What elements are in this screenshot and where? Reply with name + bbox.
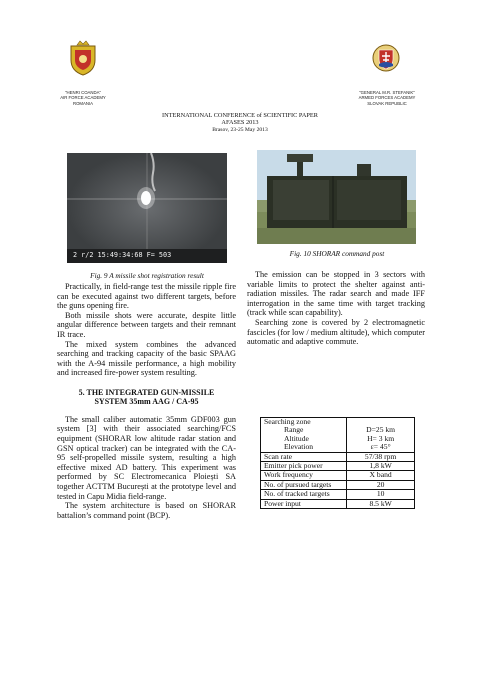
table-cell-label xyxy=(261,418,347,453)
body-paragraph: The mixed system combines the advanced searching and tracking capacity of the basic SPAAG with the A-94 missile performance, a high mobility and increased fire-power system resulting. xyxy=(57,339,236,378)
table-cell-label: Emitter pick power xyxy=(261,462,347,471)
table-cell-label: Power input xyxy=(261,499,347,508)
slovak-academy-crest-icon xyxy=(371,40,401,76)
conference-date: Brasov, 23-25 May 2013 xyxy=(212,126,268,133)
zone-row-label: Altitude xyxy=(284,433,309,443)
table-cell-value: 10 xyxy=(347,490,415,499)
right-academy-line: SLOVAK REPUBLIC xyxy=(367,100,407,106)
section-heading-line: 5. THE INTEGRATED GUN-MISSILE xyxy=(78,387,215,397)
romania-academy-crest-icon xyxy=(68,40,98,76)
video-overlay-text: 2 r/2 15:49:34:68 F= 503 xyxy=(73,251,172,259)
conference-title xyxy=(90,112,390,134)
figure-9-image xyxy=(67,153,227,263)
table-row xyxy=(261,490,415,499)
left-academy-line: "HENRI COANDA" xyxy=(65,90,101,95)
section-heading xyxy=(57,388,236,407)
left-academy-line: AIR FORCE ACADEMY xyxy=(60,95,106,101)
zone-title: Searching zone xyxy=(264,417,311,426)
right-academy-line: "GENERAL M.R. STEFANIK" xyxy=(359,90,415,95)
table-cell-label: Work frequency xyxy=(261,471,347,480)
left-academy-label xyxy=(40,90,126,106)
right-academy-line: ARMED FORCES ACADEMY xyxy=(358,95,416,101)
left-academy-line: ROMANIA xyxy=(72,100,94,106)
table-cell-value: 57/38 rpm xyxy=(347,452,415,461)
table-cell-value xyxy=(347,418,415,453)
section-heading-line: SYSTEM 35mm AAG / CA-95 xyxy=(94,397,199,407)
table-cell-value: 1,8 kW xyxy=(347,462,415,471)
table-row xyxy=(261,471,415,480)
missile-shot-photo xyxy=(67,153,227,263)
table-row xyxy=(261,418,415,453)
body-paragraph: The small caliber automatic 35mm GDF003 gun system [3] with their associated searching/FCS equipment (SHORAR low altitude radar station and GSN optical tracker) can be integrated with the CA-95 self-propelled missile system, resulting a high effective mixed AD battery. This experiment was performed by SC Electromecanica Ploiești SA together ACTTM București at the prototype level and tested in Capu Midia field-range. xyxy=(57,414,236,501)
figure-9-caption: Fig. 9 A missile shot registration result xyxy=(90,271,204,280)
table-cell-label: No. of tracked targets xyxy=(261,490,347,499)
conference-edition: AFASES 2013 xyxy=(221,119,259,127)
figure-10-image xyxy=(257,150,416,244)
table-cell-label: Scan rate xyxy=(261,452,347,461)
table-cell-label: No. of pursued targets xyxy=(261,480,347,489)
table-cell-value: 20 xyxy=(347,480,415,489)
body-paragraph: The emission can be stopped in 3 sectors with variable limits to protect the shelter against anti-radiation missiles. The radar search and made IFF interrogation in the same time with target tracking (track while scan capability). xyxy=(247,270,425,318)
zone-row-label: Elevation xyxy=(284,442,314,452)
left-column xyxy=(57,282,236,520)
body-paragraph: Both missile shots were accurate, despite little angular difference between targets and their remnant IR trace. xyxy=(57,310,236,339)
conference-name: INTERNATIONAL CONFERENCE of SCIENTIFIC PAPER xyxy=(162,112,318,119)
zone-row-label: Range xyxy=(284,425,304,435)
table-row xyxy=(261,499,415,508)
zone-row-value: H= 3 km xyxy=(367,433,395,443)
figure-10-caption: Fig. 10 SHORAR command post xyxy=(289,249,385,258)
body-paragraph: Searching zone is covered by 2 electromagnetic fascicles (for low / medium altitude), which computer automatic and adaptive commute. xyxy=(247,317,425,347)
body-paragraph: The system architecture is based on SHORAR battalion’s command point (BCP). xyxy=(57,501,236,520)
command-post-photo xyxy=(257,150,416,244)
body-paragraph: Practically, in field-range test the missile ripple fire can be executed against two different targets, before the guns opening fire. xyxy=(57,282,236,311)
right-column xyxy=(247,270,425,347)
zone-row-value: ε= 45° xyxy=(370,442,391,452)
right-academy-label xyxy=(339,90,435,106)
zone-row-value: D=25 km xyxy=(366,425,396,435)
shorar-spec-table xyxy=(260,417,415,509)
table-cell-value: 8.5 kW xyxy=(347,499,415,508)
table-cell-value: X band xyxy=(347,471,415,480)
